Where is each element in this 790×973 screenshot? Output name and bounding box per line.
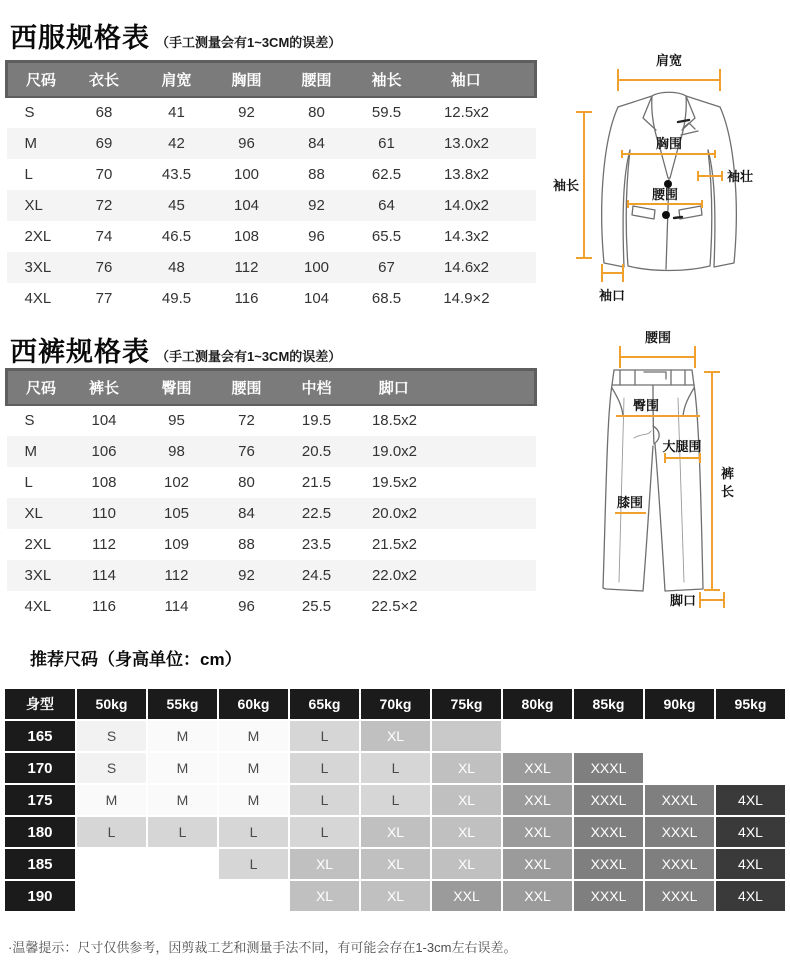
size-cell: M [77,785,146,815]
table-cell: 98 [168,442,185,460]
height-cell: 165 [5,721,75,751]
size-cell: XXL [503,881,572,911]
table-cell: 23.5 [301,535,332,553]
table-row [5,817,785,847]
column-header: 80kg [503,689,572,719]
table-cell: 12.5x2 [443,104,490,121]
table-cell: 4XL [24,597,52,615]
table-cell: 48 [168,258,185,276]
size-cell: M [219,721,288,751]
height-cell: 175 [5,785,75,815]
size-cell: XXXL [574,753,643,783]
recommend-size-table [3,687,787,913]
table-row [7,283,536,314]
size-cell: 4XL [716,817,785,847]
size-cell [77,881,146,911]
table-cell: 42 [168,134,185,152]
size-cell: L [148,817,217,847]
column-header: 75kg [432,689,501,719]
column-header: 裤长 [67,370,142,405]
table-cell: 92 [238,566,255,584]
table-cell: 64 [378,196,395,214]
recommend-header-row [5,689,785,719]
column-header: 55kg [148,689,217,719]
table-cell: 104 [91,412,117,429]
jacket-chest-label: 胸围 [655,136,683,151]
size-cell: L [290,785,359,815]
table-cell: 106 [91,442,117,460]
pants-subtitle: （手工测量会有1~3CM的误差） [156,349,342,364]
table-cell: 108 [233,227,260,245]
table-cell: 70 [95,165,113,183]
table-cell: 19.5 [301,412,332,429]
table-cell: 116 [234,289,259,307]
jacket-cuff-label: 袖口 [598,288,626,303]
size-cell: XXXL [645,849,714,879]
table-cell: 4XL [24,289,52,307]
table-cell: 67 [378,258,395,276]
table-cell: 77 [95,289,113,307]
size-cell: M [148,785,217,815]
size-cell [219,881,288,911]
size-cell: XL [290,849,359,879]
table-cell: 80 [308,104,325,121]
size-cell [716,753,785,783]
table-cell: 88 [308,165,325,183]
table-cell: XL [24,196,43,214]
table-cell: 49.5 [161,289,192,307]
table-cell: 3XL [24,566,52,584]
size-cell [432,721,501,751]
pants-leg-opening-label: 脚口 [669,593,697,608]
table-cell: 116 [92,597,116,615]
jacket-size-table [5,60,537,314]
jacket-outline [602,92,737,270]
size-cell: L [290,817,359,847]
table-row [7,591,536,622]
size-cell: L [361,753,430,783]
jacket-title: 西服规格表 [10,23,150,53]
table-row [5,753,785,783]
table-row [7,405,536,436]
column-header: 50kg [77,689,146,719]
recommend-title: 推荐尺码（身高单位：cm） [30,650,242,669]
size-cell: L [219,849,288,879]
size-cell: XL [432,817,501,847]
size-cell: XXL [503,817,572,847]
table-cell: 74 [95,227,113,245]
pants-length-label-char1: 裤 [721,466,735,481]
jacket-table-header-row [7,62,536,97]
size-cell: XL [290,881,359,911]
column-header: 腰围 [282,62,352,97]
size-cell: 4XL [716,881,785,911]
size-cell: XXXL [645,817,714,847]
table-cell: 114 [92,566,116,584]
pants-table-header-row [7,370,536,405]
column-header: 衣长 [67,62,142,97]
jacket-sleeve-length-label: 袖长 [553,178,580,193]
size-cell: XL [432,785,501,815]
table-cell: 41 [168,104,185,121]
table-cell: 102 [163,473,190,491]
size-cell: XXXL [645,785,714,815]
table-cell: 92 [238,104,255,121]
table-cell: 14.9×2 [443,289,490,307]
table-cell: 22.5×2 [371,597,418,615]
table-cell: 109 [163,535,190,553]
pants-measurement-diagram [558,326,790,630]
table-cell: 14.3x2 [443,227,490,245]
table-cell: 45 [168,196,185,214]
column-header: 身型 [5,689,75,719]
table-cell: 2XL [24,227,52,245]
column-header: 腰围 [212,370,282,405]
size-cell: XXXL [574,785,643,815]
jacket-subtitle: （手工测量会有1~3CM的误差） [156,35,342,50]
table-cell: 95 [168,412,185,429]
table-cell: 88 [238,535,255,553]
table-row [7,190,536,221]
table-cell: 104 [233,196,260,214]
size-cell: XXL [503,753,572,783]
table-cell: 72 [95,196,113,214]
size-cell: S [77,753,146,783]
column-header: 尺码 [7,370,67,405]
size-cell: XL [361,817,430,847]
table-cell: 62.5 [371,165,402,183]
size-cell [645,753,714,783]
size-cell: XXL [503,849,572,879]
table-cell: 84 [308,134,325,152]
size-cell: XL [432,753,501,783]
size-cell: L [77,817,146,847]
table-cell: 114 [164,597,189,615]
size-cell: XXXL [574,849,643,879]
jacket-sleeve-width-label: 袖壮 [727,169,754,184]
table-cell: 69 [95,134,113,152]
size-cell: XL [361,881,430,911]
table-cell: 72 [238,412,255,429]
table-cell: 68 [95,104,113,121]
size-cell: L [219,817,288,847]
pants-length-label-char2: 长 [721,484,735,499]
table-cell: 68.5 [371,289,402,307]
table-cell: 112 [234,258,259,276]
column-header: 中档 [282,370,352,405]
size-cell: XL [361,721,430,751]
table-cell: S [24,104,35,121]
table-cell: 22.0x2 [371,566,418,584]
size-cell: XXL [503,785,572,815]
table-cell: 112 [92,535,116,553]
column-header: 脚口 [352,370,536,405]
table-cell: 100 [303,258,330,276]
table-cell: 2XL [24,535,52,553]
table-cell: 108 [91,473,117,491]
size-cell [148,849,217,879]
size-cell [148,881,217,911]
table-cell: 24.5 [301,566,332,584]
column-header: 60kg [219,689,288,719]
size-cell: XXXL [645,881,714,911]
column-header: 90kg [645,689,714,719]
table-row [5,721,785,751]
table-cell: 13.8x2 [443,165,490,183]
column-header: 65kg [290,689,359,719]
table-cell: 19.5x2 [371,473,418,491]
size-cell: XXL [432,881,501,911]
table-cell: 76 [238,442,255,460]
column-header: 肩宽 [142,62,212,97]
table-cell: 14.0x2 [443,196,490,214]
size-cell [716,721,785,751]
size-cell: M [219,753,288,783]
table-row [7,221,536,252]
table-row [7,498,536,529]
table-row [7,97,536,128]
pants-section-header [10,330,341,369]
size-cell: L [290,721,359,751]
table-row [7,529,536,560]
height-cell: 185 [5,849,75,879]
table-row [7,159,536,190]
table-cell: 13.0x2 [443,134,490,152]
size-cell: L [290,753,359,783]
jacket-button [662,211,670,219]
table-cell: 22.5 [301,504,332,522]
size-cell: XXXL [574,817,643,847]
size-cell: XL [361,849,430,879]
table-cell: 104 [303,289,330,307]
table-cell: 65.5 [371,227,402,245]
footer-note: ·温馨提示：尺寸仅供参考，因剪裁工艺和测量手法不同，有可能会存在1-3cm左右误差。 [8,940,517,955]
table-cell: 59.5 [371,104,402,121]
table-cell: 20.0x2 [371,504,418,522]
jacket-section-header [10,16,341,55]
column-header: 70kg [361,689,430,719]
pants-knee-label: 膝围 [616,495,644,510]
size-cell: 4XL [716,849,785,879]
table-row [7,436,536,467]
table-cell: 20.5 [301,442,332,460]
column-header: 尺码 [7,62,67,97]
size-cell [503,721,572,751]
height-cell: 180 [5,817,75,847]
table-cell: 92 [308,196,325,214]
table-cell: 100 [233,165,260,183]
table-cell: 25.5 [301,597,332,615]
column-header: 95kg [716,689,785,719]
table-cell: M [24,442,37,460]
table-cell: 46.5 [161,227,192,245]
table-cell: 96 [238,597,255,615]
size-cell: S [77,721,146,751]
table-cell: S [24,412,35,429]
table-cell: 110 [92,504,116,522]
size-cell: 4XL [716,785,785,815]
size-cell: L [361,785,430,815]
table-row [7,252,536,283]
table-cell: L [24,165,33,183]
table-cell: 84 [238,504,255,522]
table-cell: 14.6x2 [443,258,490,276]
table-cell: 96 [238,134,255,152]
column-header: 胸围 [212,62,282,97]
table-cell: L [24,473,33,491]
column-header: 85kg [574,689,643,719]
table-cell: 61 [378,134,395,152]
pants-size-table [5,368,537,622]
table-cell: 112 [164,566,189,584]
height-cell: 170 [5,753,75,783]
table-cell: 3XL [24,258,52,276]
size-cell: XXXL [574,881,643,911]
size-cell: M [148,753,217,783]
size-cell [77,849,146,879]
table-row [7,467,536,498]
table-cell: 105 [163,504,190,522]
pants-thigh-label: 大腿围 [662,439,702,454]
jacket-waist-label: 腰围 [651,187,679,202]
table-row [7,128,536,159]
table-cell: XL [24,504,43,522]
table-cell: 43.5 [161,165,192,183]
table-cell: 96 [308,227,325,245]
table-cell: 80 [238,473,255,491]
size-cell: M [219,785,288,815]
table-cell: 76 [95,258,113,276]
column-header: 臀围 [142,370,212,405]
table-row [5,881,785,911]
size-cell [574,721,643,751]
size-cell [645,721,714,751]
table-cell: 18.5x2 [371,412,418,429]
table-cell: 19.0x2 [371,442,418,460]
table-cell: M [24,134,37,152]
column-header: 袖口 [422,62,536,97]
table-cell: 21.5x2 [371,535,418,553]
jacket-shoulder-label: 肩宽 [655,53,683,68]
column-header: 袖长 [352,62,422,97]
table-row [5,849,785,879]
height-cell: 190 [5,881,75,911]
jacket-measurement-diagram [552,50,790,320]
size-cell: XL [432,849,501,879]
table-row [7,560,536,591]
pants-title: 西裤规格表 [10,337,150,367]
table-cell: 21.5 [301,473,332,491]
table-row [5,785,785,815]
pants-waist-label: 腰围 [644,330,672,345]
pants-hip-label: 臀围 [632,398,660,413]
size-cell: M [148,721,217,751]
